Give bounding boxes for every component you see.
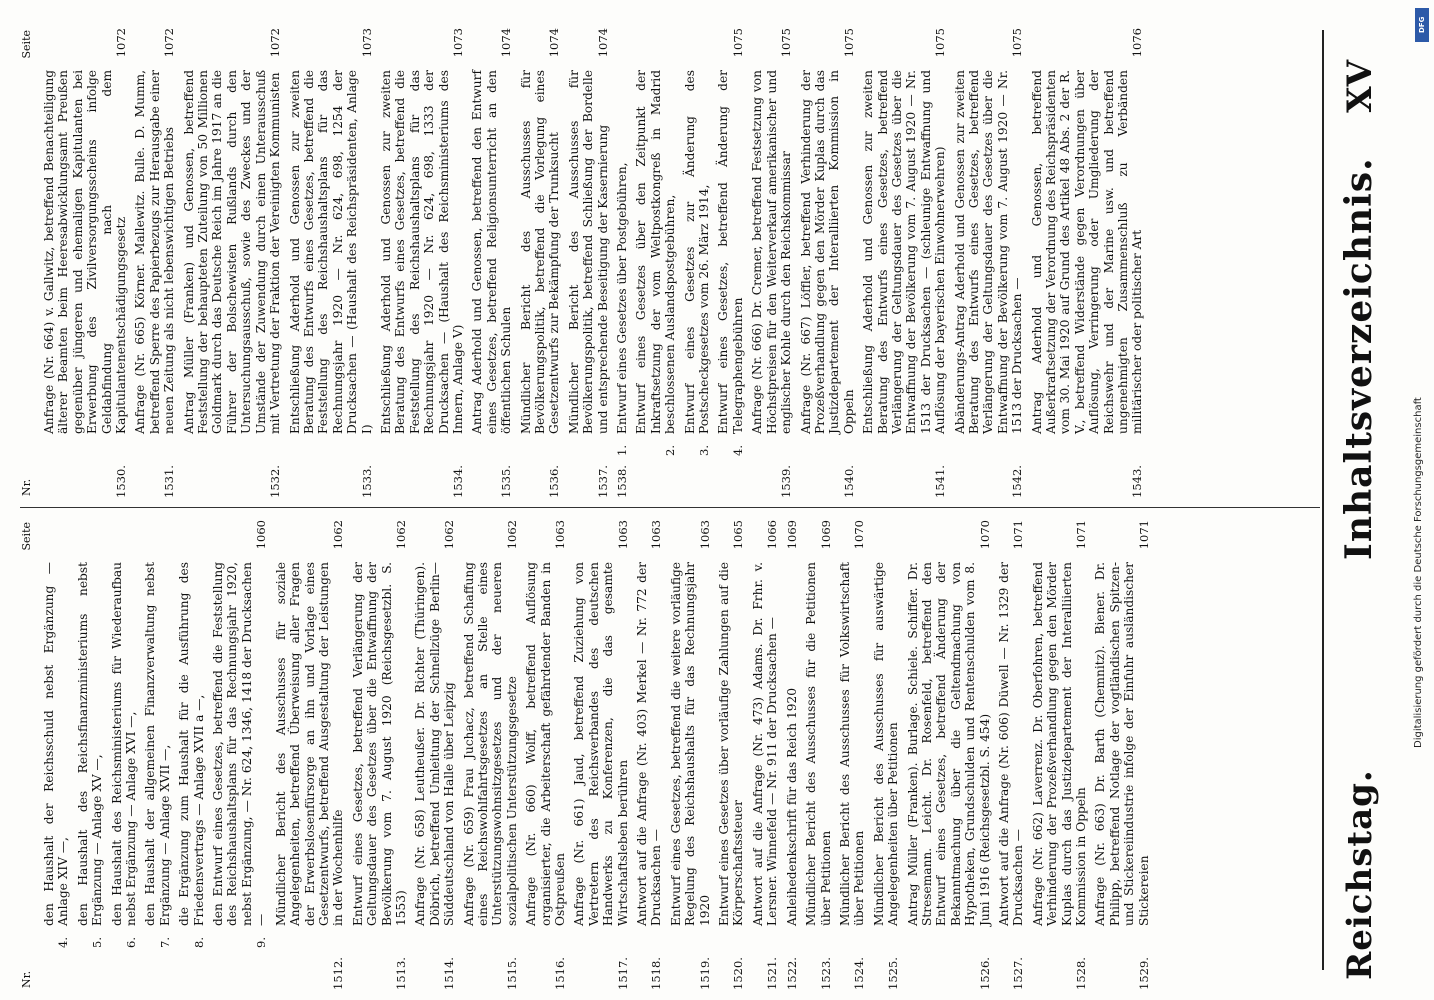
toc-entry (133, 28, 176, 498)
entry-text: Antwort auf die Anfrage (Nr. 606) Düwell — Nr. 1329 der Drucksachen — (996, 562, 1026, 926)
entry-number: 1538. (615, 465, 630, 498)
entry-page: 1069 (784, 520, 799, 550)
toc-entry (635, 520, 664, 990)
toc-column-right (20, 28, 1320, 498)
entry-subnumber: 5. (90, 937, 105, 948)
entry-page: 1060 (254, 520, 269, 550)
entry-text: Mündlicher Bericht des Ausschusses für soziale Angelegenheiten, betreffend Überweisung aller Fragen der Erwerbslosenfürsorge an ihn und Vorlage eines Gesetzentwurfs, betreffend Ausgestaltung der Leistungen in der Wochenhilfe (273, 562, 346, 926)
entry-page: 1075 (779, 28, 794, 58)
entry-text: Mündlicher Bericht des Ausschusses für Bevölkerungspolitik, betreffend Schließung der Bordelle und entsprechende Beseitigung der Kasernierung (566, 70, 610, 434)
entry-page: 1074 (499, 28, 514, 58)
seite-label: Seite (20, 30, 33, 59)
entry-text: Entwurf eines Gesetzes zur Änderung des Postscheckgesetzes vom 26. März 1914, (682, 70, 712, 434)
toc-entry (717, 520, 746, 990)
entry-text: Entschließung Aderhold und Genossen zur zweiten Beratung des Entwurfs eines Gesetzes, betreffend die Feststellung des Reichshaushaltsplans für das Rechnungsjahr 1920 — Nr. 624, 698, 1254 der Drucksachen — (Haushalt des Reichspräsidenten, Anlage I) (287, 70, 374, 434)
entry-text: Anfrage (Nr. 667) Löffler, betreffend Verhinderung der Prozeßverhandlung gegen den Mörder Kuplas durch das Justizdepartement der Interalliierten Kommission in Oppeln (798, 70, 856, 434)
entry-page: 1070 (852, 520, 867, 550)
toc-entry (716, 28, 745, 498)
entry-page: 1063 (697, 520, 712, 550)
entry-subnumber: 4. (730, 445, 745, 456)
entry-text: Entwurf eines Gesetzes über vorläufige Zahlungen auf die Körperschaftssteuer (717, 562, 746, 926)
entry-page: 1063 (649, 520, 664, 550)
entry-text: Mündlicher Bericht des Ausschusses für Bevölkerungspolitik, betreffend die Vorlegung eines Gesetzentwurfs zur Bekämpfung der Trunksucht (518, 70, 562, 434)
toc-entries (42, 28, 1145, 498)
entry-text: Entwurf eines Gesetzes, betreffend Verlängerung der Geltungsdauer des Gesetzes über die Entwaffnung der Bevölkerung vom 7. August 1920 (Reichsgesetzbl. S. 1553) (350, 562, 408, 926)
column-head (20, 28, 42, 498)
toc-entry (177, 520, 206, 990)
digitization-credit: Digitalisierung gefördert durch die Deutsche Forschungsgemeinschaft (1413, 397, 1424, 748)
entry-text: Anleihedenkschrift für das Reich 1920 (784, 687, 799, 926)
entry-page: 1073 (359, 28, 374, 58)
column-head (20, 520, 42, 990)
entry-text: Antrag Aderhold und Genossen, betreffend Außerkraftsetzung der Verordnung des Reichspräsidenten vom 30. Mai 1920 auf Grund des Artikel 48 Abs. 2 der R. V., betreffend Widerstände gegen Verordnungen über Auflösung, Verringerung oder Umgliederung der Reichswehr und der Marine usw. und betreffend ungenehmigten Zusammenschluß zu Verbänden militärischer oder politischer Art (1029, 70, 1145, 434)
entry-page: 1073 (450, 28, 465, 58)
entry-number: 1541. (933, 465, 948, 498)
toc-entries (42, 520, 1151, 990)
entry-number: 1517. (615, 957, 630, 990)
entry-page: 1063 (553, 520, 567, 550)
entry-text: den Haushalt der Reichsschuld nebst Ergänzung — Anlage XIV —, (42, 562, 71, 926)
toc-entry (42, 28, 128, 498)
entry-page: 1062 (331, 520, 346, 550)
entry-text: Antwort auf die Anfrage (Nr. 473) Adams. Dr. Frhr. v. Lersner. Winnefeld — Nr. 911 der Drucksachen — (750, 562, 780, 926)
entry-page: 1072 (114, 28, 129, 58)
entry-page: 1074 (595, 28, 610, 58)
entry-subnumber: 7. (157, 937, 172, 948)
entry-text: Anfrage (Nr. 666) Dr. Cremer, betreffend Festsetzung von Höchstpreisen für den Weiterverkauf amerikanischer und englischer Kohle durch den Reichskommissar (750, 70, 794, 434)
entry-number: 1533. (359, 465, 374, 498)
toc-entry (1030, 28, 1145, 498)
entry-text: Mündlicher Bericht des Ausschusses für auswärtige Angelegenheiten über Petitionen (871, 562, 901, 926)
entry-subnumber: 8. (191, 937, 206, 948)
entry-page: 1062 (504, 520, 519, 550)
entry-subnumber: 1. (615, 445, 630, 456)
entry-text: Antrag Aderhold und Genossen, betreffend den Entwurf eines Gesetzes, betreffend Religionsunterricht an den öffentlichen Schulen (470, 70, 514, 434)
toc-entry (76, 520, 105, 990)
entry-number: 1519. (697, 957, 712, 990)
toc-entry (182, 28, 283, 498)
entry-number: 1528. (1074, 957, 1088, 990)
toc-entry (669, 520, 712, 990)
entry-number: 1542. (1010, 465, 1025, 498)
entry-text: Abänderungs-Antrag Aderhold und Genossen zur zweiten Beratung des Entwurfs eines Gesetzes, betreffend Verlängerung der Geltungsdauer des Gesetzes über die Entwaffnung der Bevölkerung vom 7. August 1920 — Nr. 1513 der Drucksachen — (952, 70, 1025, 434)
entry-page: 1071 (1011, 520, 1026, 550)
entry-subnumber: 4. (56, 937, 71, 948)
entry-text: Anfrage (Nr. 659) Frau Juchacz, betreffend Schaffung eines Reichswohlfahrtsgesetzes an Stelle eines Unterstützungswohnsitzgesetzes und der neueren sozialpolitischen Unterstützungsgesetze (461, 562, 519, 926)
entry-number: 1537. (595, 465, 610, 498)
entry-number: 1521. (765, 957, 780, 990)
entry-page: 1063 (615, 520, 630, 550)
column-separator (20, 507, 1320, 508)
toc-entry (615, 28, 629, 498)
entry-text: Anfrage (Nr. 664) v. Gallwitz, betreffend Benachteiligung älterer Beamten beim Heeresabwicklungsamt Preußen gegenüber jüngeren und ehemaligen Kapitulanten bei Erwerbung des Zivilversorgungsscheins infolge Geldabfindung nach dem Kapitulantenentschädigungsgesetz (42, 70, 129, 434)
entry-number: 1529. (1136, 957, 1151, 990)
page-header (1330, 20, 1400, 980)
toc-entry (1093, 520, 1151, 990)
entry-page: 1071 (1136, 520, 1151, 550)
toc-entry (799, 28, 857, 498)
toc-entry (524, 520, 567, 990)
entry-page: 1075 (730, 28, 745, 58)
toc-entry (804, 520, 833, 990)
toc-entry (143, 520, 172, 990)
toc-entry (838, 520, 867, 990)
toc-entry (42, 520, 71, 990)
entry-page: 1062 (393, 520, 408, 550)
page-number-roman: XV (1340, 60, 1380, 113)
toc-entry (572, 520, 630, 990)
seite-label: Seite (20, 522, 33, 551)
entry-text: Entschließung Aderhold und Genossen zur zweiten Beratung des Entwurfs eines Gesetzes, betreffend Verlängerung der Geltungsdauer des Gesetzes über die Entwaffnung der Bevölkerung vom 7. August 1920 — Nr. 1513 der Drucksachen — (schleunige Entwaffnung und Auflösung der bayerischen Einwohnerwehren) (861, 70, 948, 434)
entry-number: 1526. (977, 957, 992, 990)
side-credit-strip (1412, 0, 1434, 1000)
toc-entry (872, 520, 901, 990)
entry-number: 1543. (1130, 465, 1145, 498)
entry-subnumber: 2. (663, 445, 678, 456)
toc-entry (274, 520, 346, 990)
entry-text: den Entwurf eines Gesetzes, betreffend die Feststellung des Reichshaushaltsplans für das Rechnungsjahr 1920, nebst Ergänzung, — Nr. 624, 1346, 1418 der Drucksachen — (211, 562, 269, 926)
entry-number: 1518. (649, 957, 664, 990)
header-rule (1322, 30, 1324, 970)
toc-entry (906, 520, 992, 990)
dfg-logo: DFG (1415, 8, 1429, 42)
toc-entry (379, 28, 465, 498)
toc-entry (751, 520, 780, 990)
entry-number: 1523. (818, 957, 833, 990)
entry-text: Mündlicher Bericht des Ausschusses für Volkswirtschaft über Petitionen (837, 562, 867, 926)
entry-number: 1540. (841, 465, 856, 498)
entry-page: 1070 (977, 520, 992, 550)
entry-text: Anfrage (Nr. 663) Dr. Barth (Chemnitz). Biener. Dr. Philipp, betreffend Notlage der vogtländischen Spitzen- und Stickereiindustrie infolge der Einfuhr ausländischer Stickereien (1093, 562, 1151, 926)
entry-text: Antrag Müller (Franken) und Genossen, betreffend Feststellung der behaupteten Zuteilung von 50 Millionen Goldmark durch das Deutsche Reich im Jahre 1917 an die Führer der Bolschewisten Rußlands durch den Untersuchungsausschuß, sowie des Zweckes und der Umstände der Zuwendung durch einen Unterausschuß mit Vertretung der Fraktion der Vereinigten Kommunisten (181, 70, 283, 434)
entry-text: Mündlicher Bericht des Ausschusses für die Petitionen über Petitionen (804, 562, 833, 926)
entry-text: Entwurf eines Gesetzes, betreffend die weitere vorläufige Regelung des Reichshaushalts für das Rechnungsjahr 1920 (668, 562, 712, 926)
toc-entry (470, 28, 513, 498)
nr-label: Nr. (20, 970, 33, 988)
toc-entry (634, 28, 677, 498)
entry-number: 1512. (331, 957, 346, 990)
entry-text: Antrag Müller (Franken). Burlage. Schiele. Schiffer. Dr. Stresemann. Leicht. Dr. Rosenfeld, betreffend den Entwurf eines Gesetzes, betreffend Änderung der Bekanntmachung über die Geltendmachung von Hypotheken, Grundschulden und Rentenschulden vom 8. Juni 1916 (Reichsgesetzbl. S. 454) (905, 562, 992, 926)
entry-text: Entwurf eines Gesetzes, betreffend Änderung der Telegraphengebühren (716, 70, 745, 434)
toc-entry (288, 28, 374, 498)
entry-text: Entwurf eines Gesetzes über den Zeitpunkt der Inkraftsetzung der vom Weltpostkongreß in Madrid beschlossenen Auslandspostgebühren, (634, 70, 678, 434)
entry-page: 1076 (1130, 28, 1145, 58)
toc-entry (953, 28, 1025, 498)
toc-entry (413, 520, 456, 990)
entry-page: 1065 (731, 520, 746, 550)
entry-page: 1075 (933, 28, 948, 58)
entry-number: 1516. (553, 957, 567, 990)
toc-entry (1031, 520, 1089, 990)
entry-text: Antwort auf die Anfrage (Nr. 403) Merkel — Nr. 772 der Drucksachen — (635, 562, 664, 926)
entry-text: Anfrage (Nr. 661) Jaud, betreffend Zuziehung von Vertretern des Reichsverbandes des deutschen Handwerks zu Konferenzen, die das gesamte Wirtschaftsleben berühren (572, 562, 630, 926)
toc-entry (519, 28, 562, 498)
entry-text: den Haushalt des Reichsministeriums für Wiederaufbau nebst Ergänzung — Anlage XVI —, (109, 562, 139, 926)
entry-page: 1075 (1010, 28, 1025, 58)
entry-page: 1066 (765, 520, 780, 550)
entry-text: Entschließung Aderhold und Genossen zur zweiten Beratung des Entwurfs eines Gesetzes, betreffend die Feststellung des Reichshaushaltsplans für das Rechnungsjahr 1920 — Nr. 624, 698, 1333 der Drucksachen — (Haushalt des Reichsministeriums des Innern, Anlage V) (378, 70, 465, 434)
entry-text: den Haushalt der allgemeinen Finanzverwaltung nebst Ergänzung — Anlage XVII —, (143, 562, 172, 926)
entry-number: 1520. (731, 957, 746, 990)
header-title: Inhaltsverzeichnis. (1338, 157, 1380, 560)
toc-entry (351, 520, 409, 990)
entry-page: 1062 (442, 520, 457, 550)
toc-entry (750, 28, 793, 498)
entry-text: Anfrage (Nr. 662) Laverrenz. Dr. Oberfohren, betreffend Verhinderung der Prozeßverhandlung gegen den Mörder Kuplas durch das Justizdepartement der Interalliierten Kommission in Oppeln (1030, 562, 1088, 926)
entry-subnumber: 3. (697, 445, 712, 456)
entry-text: Anfrage (Nr. 658) Leutheußer. Dr. Richter (Thüringen). Döbrich, betreffend Umleitung der Schnellzüge Berlin—Süddeutschland von Halle über Leipzig (413, 562, 457, 926)
entry-text: den Haushalt des Reichsfinanzministeriums nebst Ergänzung — Anlage XV —, (75, 562, 105, 926)
entry-number: 1536. (547, 465, 562, 498)
toc-column-left (20, 520, 1320, 990)
entry-page: 1072 (268, 28, 283, 58)
toc-entry (861, 28, 947, 498)
entry-number: 1515. (504, 957, 519, 990)
entry-number: 1535. (499, 465, 514, 498)
entry-page: 1074 (547, 28, 562, 58)
entry-page: 1072 (162, 28, 177, 58)
entry-page: 1069 (818, 520, 833, 550)
entry-number: 1522. (784, 957, 799, 990)
entry-number: 1534. (450, 465, 465, 498)
entry-number: 1527. (1011, 957, 1026, 990)
entry-page: 1071 (1074, 520, 1088, 550)
entry-number: 1513. (393, 957, 408, 990)
entry-page: 1075 (841, 28, 856, 58)
header-reichstag: Reichstag. (1340, 769, 1380, 980)
entry-number: 1524. (852, 957, 867, 990)
toc-entry (785, 520, 799, 990)
entry-text: Entwurf eines Gesetzes über Postgebühren, (615, 162, 630, 434)
entry-subnumber: 6. (124, 937, 139, 948)
entry-number: 1532. (268, 465, 283, 498)
entry-number: 1530. (114, 465, 129, 498)
entry-subnumber: 9. (254, 937, 269, 948)
entry-text: die Ergänzung zum Haushalt für die Ausführung des Friedensvertrags — Anlage XVII a —, (177, 562, 206, 926)
nr-label: Nr. (20, 478, 33, 496)
toc-entry (567, 28, 610, 498)
toc-entry (683, 28, 712, 498)
entry-number: 1514. (442, 957, 457, 990)
entry-number: 1525. (886, 957, 901, 990)
entry-number: 1539. (779, 465, 794, 498)
entry-number: 1531. (162, 465, 177, 498)
toc-entry (997, 520, 1026, 990)
toc-entry (211, 520, 269, 990)
entry-text: Anfrage (Nr. 665) Körner. Mallewitz. Bulle. D. Mumm, betreffend Sperre des Papierbezugs zur Herausgabe einer neuen Zeitung als nicht lebenswichtigen Betriebs (133, 70, 177, 434)
toc-entry (462, 520, 520, 990)
toc-entry (110, 520, 139, 990)
entry-text: Anfrage (Nr. 660) Wolff, betreffend Auflösung organisierter, die Arbeiterschaft gefährdender Banden in Ostpreußen (524, 562, 567, 926)
